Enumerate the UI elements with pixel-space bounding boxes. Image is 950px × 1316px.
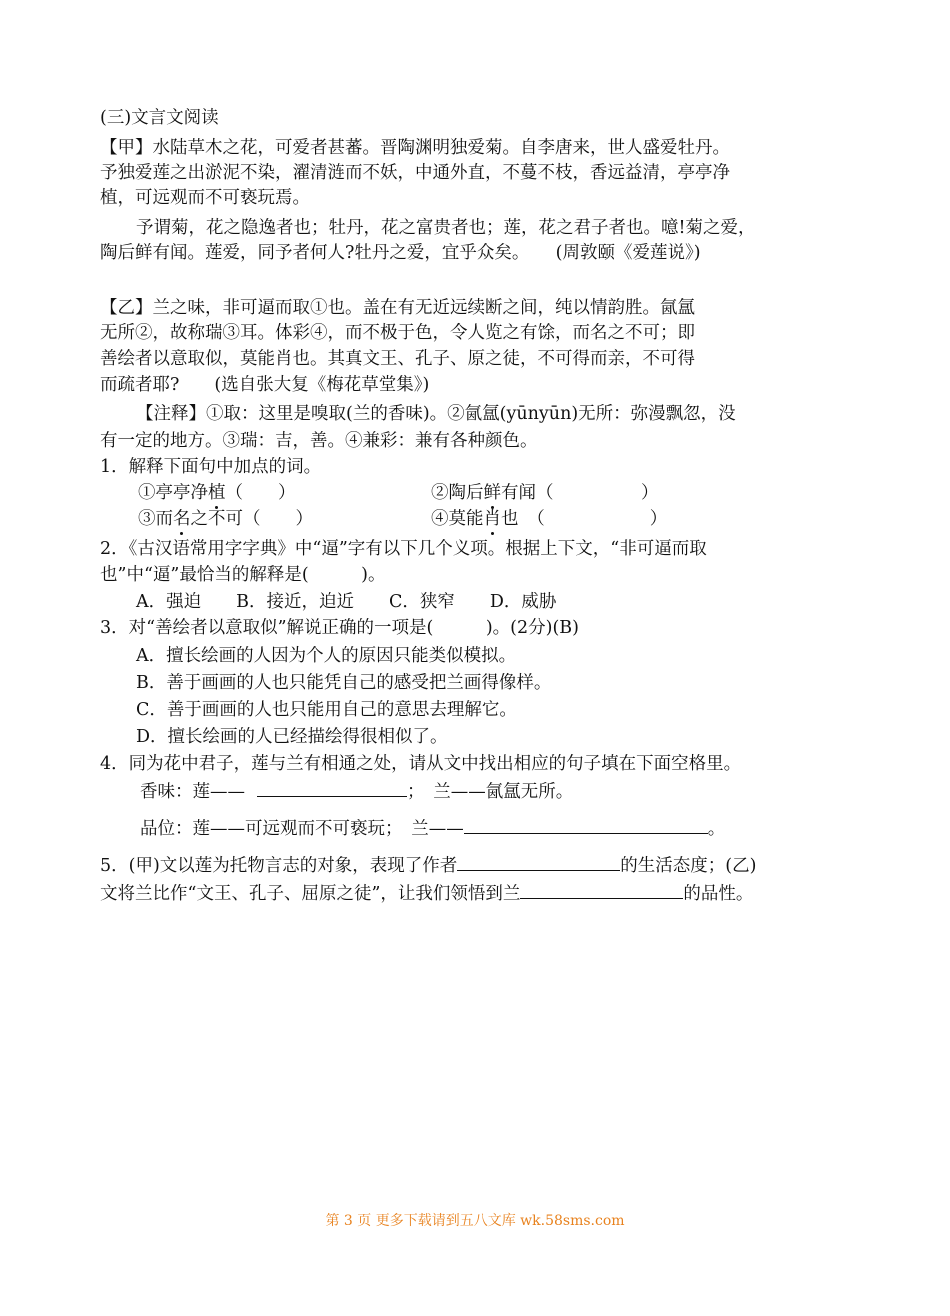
q1-item-4-text: ④莫能 (431, 509, 484, 529)
q1-item-4-blank: 也 （ ） (501, 509, 668, 529)
q5-line-2-text: 文将兰比作“文王、孔子、屈原之徒”，让我们领悟到兰 (100, 884, 521, 904)
q4-row-1 (140, 779, 573, 804)
q1-item-1-blank: （ ） (225, 483, 296, 503)
jia-line-5: 陶后鲜有闻。莲爱，同予者何人?牡丹之爱，宜乎众矣。 (周敦颐《爱莲说》) (100, 243, 701, 263)
q4-blank-1[interactable] (257, 779, 407, 797)
section-title: (三)文言文阅读 (100, 108, 219, 128)
q1-item-4 (431, 507, 667, 531)
q2-options: A．强迫 B．接近，迫近 C．狭窄 D．威胁 (136, 592, 557, 612)
q3-option-a: A．擅长绘画的人因为个人的原因只能类似模拟。 (136, 646, 517, 666)
q4-blank-2[interactable] (464, 816, 708, 834)
jia-line-1: 【甲】水陆草木之花，可爱者甚蕃。晋陶渊明独爱菊。自李唐来，世人盛爱牡丹。 (100, 138, 730, 158)
yi-line-3: 善绘者以意取似，莫能肖也。其真文王、孔子、原之徒，不可得而亲，不可得 (100, 349, 695, 369)
yi-line-2: 无所②，故称瑞③耳。体彩④，而不极于色，令人览之有馀，而名之不可；即 (100, 323, 695, 343)
annotation-line-2: 有一定的地方。③瑞：吉，善。④兼彩：兼有各种颜色。 (100, 431, 538, 451)
q1-item-1-text: ①亭亭净 (138, 483, 208, 503)
jia-line-4: 予谓菊，花之隐逸者也；牡丹，花之富贵者也；莲，花之君子者也。噫!菊之爱， (136, 218, 756, 238)
q1-item-3 (138, 507, 313, 531)
q4-row-2 (140, 816, 725, 841)
q4-row-1-tail: ； 兰——氤氲无所。 (407, 782, 574, 802)
jia-line-3: 植，可远观而不可亵玩焉。 (100, 188, 310, 208)
q5-line-1-text: 5．(甲)文以莲为托物言志的对象，表现了作者 (100, 856, 458, 876)
q1-item-3-dotted-word: 名 (173, 509, 191, 529)
q2-stem-line-1: 2．《古汉语常用字字典》中“逼”字有以下几个义项。根据上下文，“非可逼而取 (100, 539, 707, 559)
q4-row-1-label: 香味：莲—— (140, 782, 245, 802)
q3-option-b: B．善于画画的人也只能凭自己的感受把兰画得像样。 (136, 673, 552, 693)
page-footer: 第 3 页 更多下载请到五八文库 wk.58sms.com (325, 1213, 625, 1229)
q1-item-3-blank: 之不可（ ） (190, 509, 313, 529)
q3-stem: 3．对“善绘者以意取似”解说正确的一项是( )。(2分)(B) (100, 618, 579, 638)
q1-item-3-text: ③而 (138, 509, 173, 529)
q1-stem: 1．解释下面句中加点的词。 (100, 457, 322, 477)
q5-blank-1[interactable] (457, 853, 620, 871)
q5-line-1 (100, 853, 756, 878)
q5-blank-2[interactable] (520, 881, 683, 899)
q4-row-2-tail: 。 (707, 819, 726, 839)
q1-item-2-dotted-word: 鲜 (483, 483, 501, 503)
q1-item-1-dotted-word: 植 (208, 483, 226, 503)
q1-item-2-text: ②陶后 (431, 483, 484, 503)
q3-option-c: C．善于画画的人也只能用自己的意思去理解它。 (136, 700, 517, 720)
q5-line-2-tail: 的品性。 (683, 884, 754, 904)
q1-item-2 (431, 481, 659, 505)
q5-line-1-tail: 的生活态度；(乙) (620, 856, 757, 876)
q1-item-4-dotted-word: 肖 (483, 509, 501, 529)
q2-stem-line-2: 也”中“逼”最恰当的解释是( )。 (100, 565, 386, 585)
jia-line-2: 予独爱莲之出淤泥不染，濯清涟而不妖，中通外直，不蔓不枝，香远益清，亭亭净 (100, 163, 730, 183)
annotation-line-1: 【注释】①取：这里是嗅取(兰的香味)。②氤氲(yūnyūn)无所：弥漫飘忽，没 (136, 404, 736, 424)
q4-stem: 4．同为花中君子，莲与兰有相通之处，请从文中找出相应的句子填在下面空格里。 (100, 754, 742, 774)
q4-row-2-label: 品位：莲——可远观而不可亵玩； 兰—— (140, 819, 464, 839)
yi-line-4: 而疏者耶? (选自张大复《梅花草堂集》) (100, 375, 430, 395)
yi-line-1: 【乙】兰之味，非可逼而取①也。盖在有无近远续断之间，纯以情韵胜。氤氲 (100, 298, 695, 318)
q1-item-2-blank: 有闻（ ） (501, 483, 659, 503)
q5-line-2 (100, 881, 753, 906)
q1-item-1 (138, 481, 296, 505)
q3-option-d: D．擅长绘画的人已经描绘得很相似了。 (136, 727, 448, 747)
